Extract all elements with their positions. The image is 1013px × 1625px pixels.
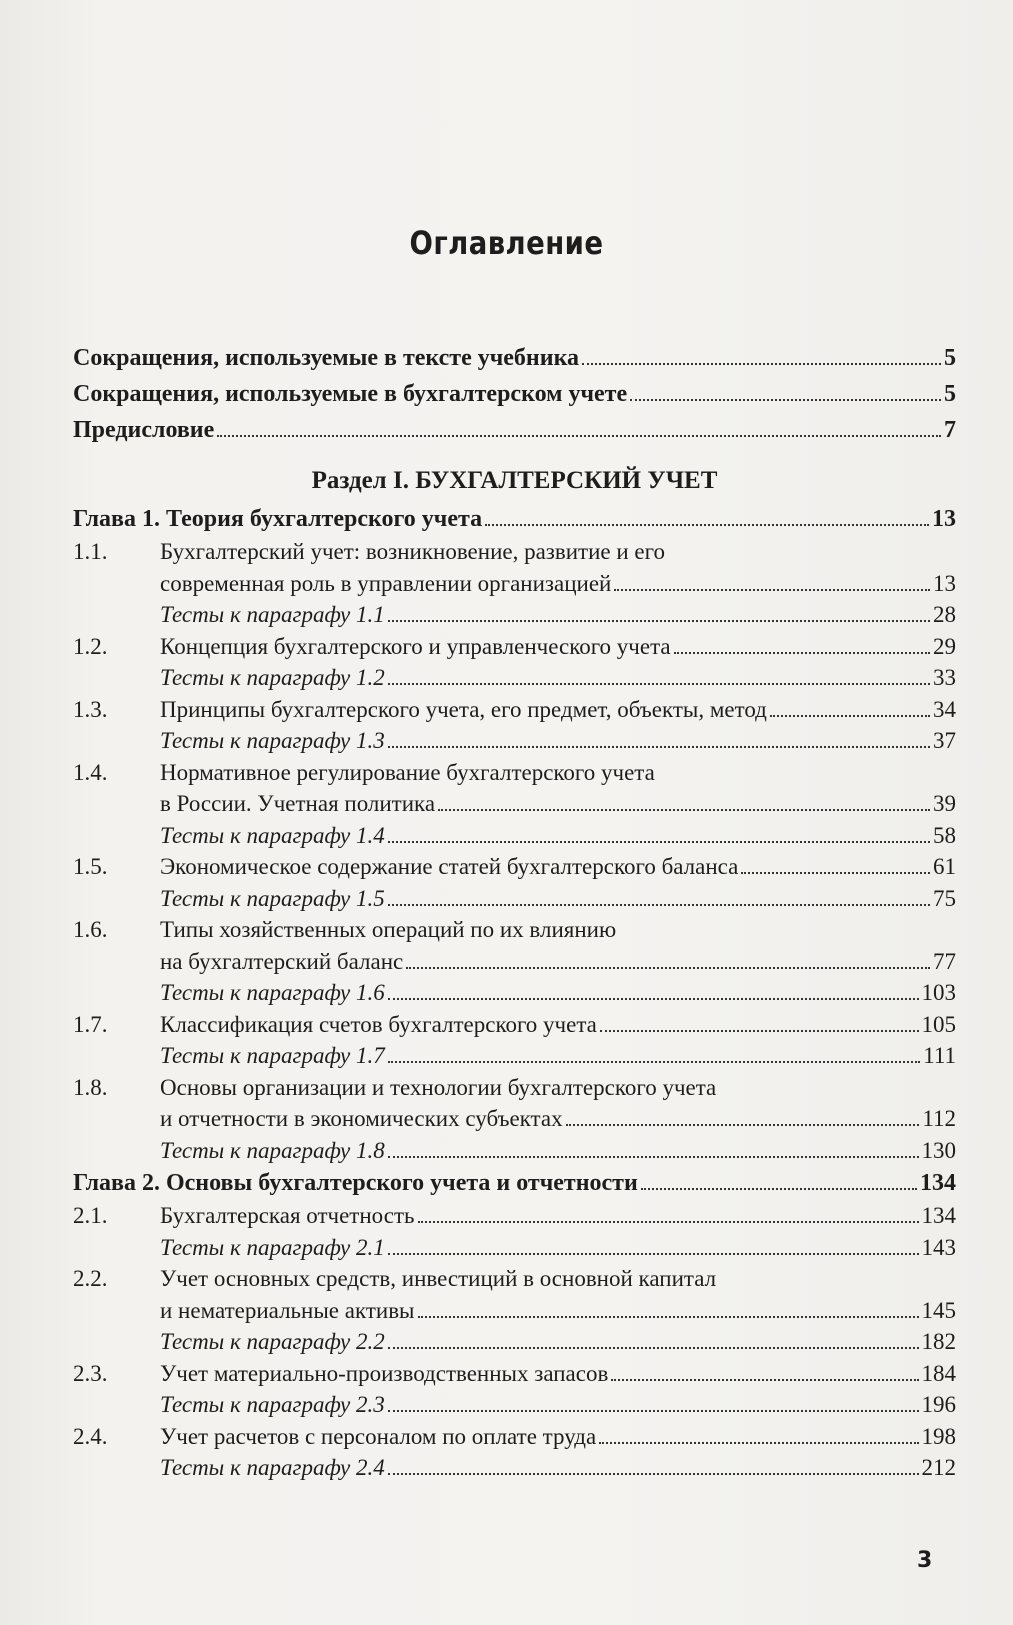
- toc-item-2-2-cont: [73, 1295, 956, 1327]
- test-title: Тесты к параграфу 2.4: [160, 1455, 385, 1480]
- test-title: Тесты к параграфу 1.5: [160, 885, 385, 911]
- test-page: 58: [933, 822, 956, 848]
- test-title: Тесты к параграфу 1.1: [160, 602, 385, 627]
- test-page: 143: [921, 1234, 956, 1260]
- toc-entry-page: 7: [944, 417, 956, 443]
- leader-dots: [674, 652, 930, 654]
- leader-dots: [641, 1188, 917, 1190]
- item-title: Принципы бухгалтерского учета, его предмет, объекты, метод: [160, 696, 767, 722]
- item-title: Экономическое содержание статей бухгалтерского баланса: [160, 854, 739, 879]
- test-title: Тесты к параграфу 1.4: [160, 822, 385, 848]
- toc-item-1-8-cont: [73, 1103, 956, 1135]
- item-number: 2.4.: [73, 1423, 108, 1449]
- leader-dots: [388, 1061, 920, 1063]
- item-number: 1.6.: [73, 917, 108, 942]
- section-heading: Раздел I. БУХГАЛТЕРСКИЙ УЧЕТ: [311, 467, 718, 494]
- item-number: 2.2.: [73, 1266, 108, 1291]
- toc-test-2-2: [73, 1326, 956, 1358]
- item-title-cont: современная роль в управлении организацией: [160, 570, 612, 596]
- toc-item-1-6-cont: [73, 946, 956, 978]
- toc-test-1-8: [73, 1135, 956, 1167]
- test-page: 196: [921, 1392, 956, 1417]
- leader-dots: [388, 1253, 919, 1255]
- toc-chapter-2: [73, 1166, 956, 1200]
- leader-dots: [582, 363, 941, 365]
- item-page: 61: [933, 854, 956, 879]
- test-page: 33: [933, 665, 956, 690]
- toc-item-1-5: [73, 851, 956, 883]
- leader-dots: [388, 620, 930, 622]
- item-title: Бухгалтерский учет: возникновение, развитие и его: [160, 539, 665, 564]
- item-title: Учет материально-производственных запасов: [160, 1360, 609, 1386]
- toc-test-1-5: [73, 883, 956, 915]
- test-title: Тесты к параграфу 1.7: [160, 1043, 385, 1068]
- test-page: 37: [933, 728, 956, 753]
- item-number: 1.5.: [73, 854, 108, 879]
- leader-dots: [418, 1221, 919, 1223]
- item-page: 112: [922, 1106, 956, 1131]
- toc-entry-page: 5: [944, 345, 956, 371]
- toc-entry-abbrev-text: [73, 340, 956, 376]
- toc-test-2-1: [73, 1232, 956, 1264]
- test-title: Тесты к параграфу 1.2: [160, 665, 385, 690]
- leader-dots: [770, 715, 930, 717]
- leader-dots: [741, 872, 930, 874]
- toc-item-1-3: [73, 694, 956, 726]
- toc-item-1-4-cont: [73, 788, 956, 820]
- item-page: 13: [933, 570, 956, 596]
- item-page: 77: [933, 948, 956, 974]
- test-page: 130: [921, 1137, 956, 1163]
- leader-dots: [406, 967, 930, 969]
- leader-dots: [388, 998, 919, 1000]
- toc-test-1-1: [73, 599, 956, 631]
- toc-item-1-4: [73, 757, 956, 789]
- test-page: 103: [921, 980, 956, 1005]
- leader-dots: [388, 1156, 919, 1158]
- item-number: 2.3.: [73, 1360, 108, 1386]
- toc-entry-page: 5: [944, 381, 956, 407]
- item-title: Учет расчетов с персоналом по оплате труда: [160, 1423, 597, 1449]
- toc-entry-abbrev-accounting: [73, 376, 956, 412]
- leader-dots: [485, 524, 929, 526]
- item-page: 105: [921, 1011, 956, 1037]
- item-number: 2.1.: [73, 1203, 108, 1228]
- chapter-title: Глава 1. Теория бухгалтерского учета: [73, 506, 483, 532]
- item-page: 184: [921, 1360, 956, 1386]
- test-title: Тесты к параграфу 1.3: [160, 728, 385, 753]
- item-number: 1.8.: [73, 1074, 108, 1100]
- leader-dots: [611, 1379, 918, 1381]
- toc-test-1-7: [73, 1040, 956, 1072]
- item-page: 134: [921, 1203, 956, 1228]
- toc-item-2-1: [73, 1200, 956, 1232]
- item-title: Нормативное регулирование бухгалтерского учета: [160, 759, 655, 785]
- leader-dots: [217, 435, 941, 437]
- page-number: 3: [917, 1548, 933, 1573]
- leader-dots: [630, 399, 941, 401]
- item-title: Классификация счетов бухгалтерского учета: [160, 1011, 597, 1037]
- page-title: Оглавление: [409, 224, 604, 262]
- test-page: 212: [921, 1455, 956, 1480]
- leader-dots: [388, 904, 930, 906]
- item-title-cont: и отчетности в экономических субъектах: [160, 1106, 563, 1131]
- test-title: Тесты к параграфу 1.6: [160, 980, 385, 1005]
- toc-test-2-4: [73, 1452, 956, 1484]
- leader-dots: [388, 1473, 919, 1475]
- test-page: 75: [933, 885, 956, 911]
- item-page: 29: [933, 633, 956, 659]
- chapter-title: Глава 2. Основы бухгалтерского учета и отчетности: [73, 1170, 638, 1196]
- item-title: Бухгалтерская отчетность: [160, 1203, 415, 1228]
- leader-dots: [566, 1124, 920, 1126]
- test-title: Тесты к параграфу 1.8: [160, 1137, 385, 1163]
- item-page: 198: [921, 1423, 956, 1449]
- item-title-cont: и нематериальные активы: [160, 1297, 415, 1323]
- toc-item-1-7: [73, 1009, 956, 1041]
- leader-dots: [388, 746, 930, 748]
- item-title: Концепция бухгалтерского и управленческого учета: [160, 633, 671, 659]
- item-title: Учет основных средств, инвестиций в основной капитал: [160, 1266, 717, 1291]
- toc-test-2-3: [73, 1389, 956, 1421]
- toc-item-1-6: [73, 914, 956, 946]
- item-title-cont: на бухгалтерский баланс: [160, 948, 404, 974]
- toc-test-1-2: [73, 662, 956, 694]
- item-number: 1.1.: [73, 539, 108, 564]
- toc-item-2-2: [73, 1263, 956, 1295]
- item-title-cont: в России. Учетная политика: [160, 791, 436, 816]
- chapter-page: 134: [920, 1170, 956, 1196]
- item-page: 145: [921, 1297, 956, 1323]
- item-title: Основы организации и технологии бухгалтерского учета: [160, 1074, 717, 1100]
- item-number: 1.7.: [73, 1011, 108, 1037]
- chapter-page: 13: [932, 506, 956, 532]
- toc-item-1-2: [73, 631, 956, 663]
- toc-entry-text: Сокращения, используемые в тексте учебника: [73, 345, 580, 371]
- table-of-contents: [73, 340, 956, 1484]
- leader-dots: [388, 1347, 919, 1349]
- test-title: Тесты к параграфу 2.2: [160, 1329, 385, 1354]
- test-page: 111: [923, 1043, 956, 1068]
- item-number: 1.4.: [73, 759, 108, 785]
- toc-item-2-4: [73, 1421, 956, 1453]
- leader-dots: [418, 1316, 919, 1318]
- toc-test-1-6: [73, 977, 956, 1009]
- item-page: 34: [933, 696, 956, 722]
- toc-item-1-8: [73, 1072, 956, 1104]
- leader-dots: [388, 841, 930, 843]
- item-page: 39: [933, 791, 956, 816]
- toc-item-1-1: [73, 536, 956, 568]
- leader-dots: [438, 809, 930, 811]
- toc-test-1-3: [73, 725, 956, 757]
- test-page: 182: [921, 1329, 956, 1354]
- toc-item-2-3: [73, 1358, 956, 1390]
- leader-dots: [388, 1410, 919, 1412]
- toc-entry-text: Сокращения, используемые в бухгалтерском учете: [73, 381, 628, 407]
- test-title: Тесты к параграфу 2.3: [160, 1392, 385, 1417]
- leader-dots: [600, 1030, 919, 1032]
- test-title: Тесты к параграфу 2.1: [160, 1234, 385, 1260]
- leader-dots: [614, 589, 930, 591]
- item-number: 1.2.: [73, 633, 108, 659]
- toc-entry-preface: [73, 412, 956, 448]
- item-number: 1.3.: [73, 696, 108, 722]
- toc-test-1-4: [73, 820, 956, 852]
- toc-item-1-1-cont: [73, 568, 956, 600]
- leader-dots: [599, 1442, 918, 1444]
- toc-chapter-1: [73, 502, 956, 536]
- item-title: Типы хозяйственных операций по их влиянию: [160, 917, 617, 942]
- test-page: 28: [933, 602, 956, 627]
- leader-dots: [388, 683, 930, 685]
- toc-entry-text: Предисловие: [73, 417, 215, 443]
